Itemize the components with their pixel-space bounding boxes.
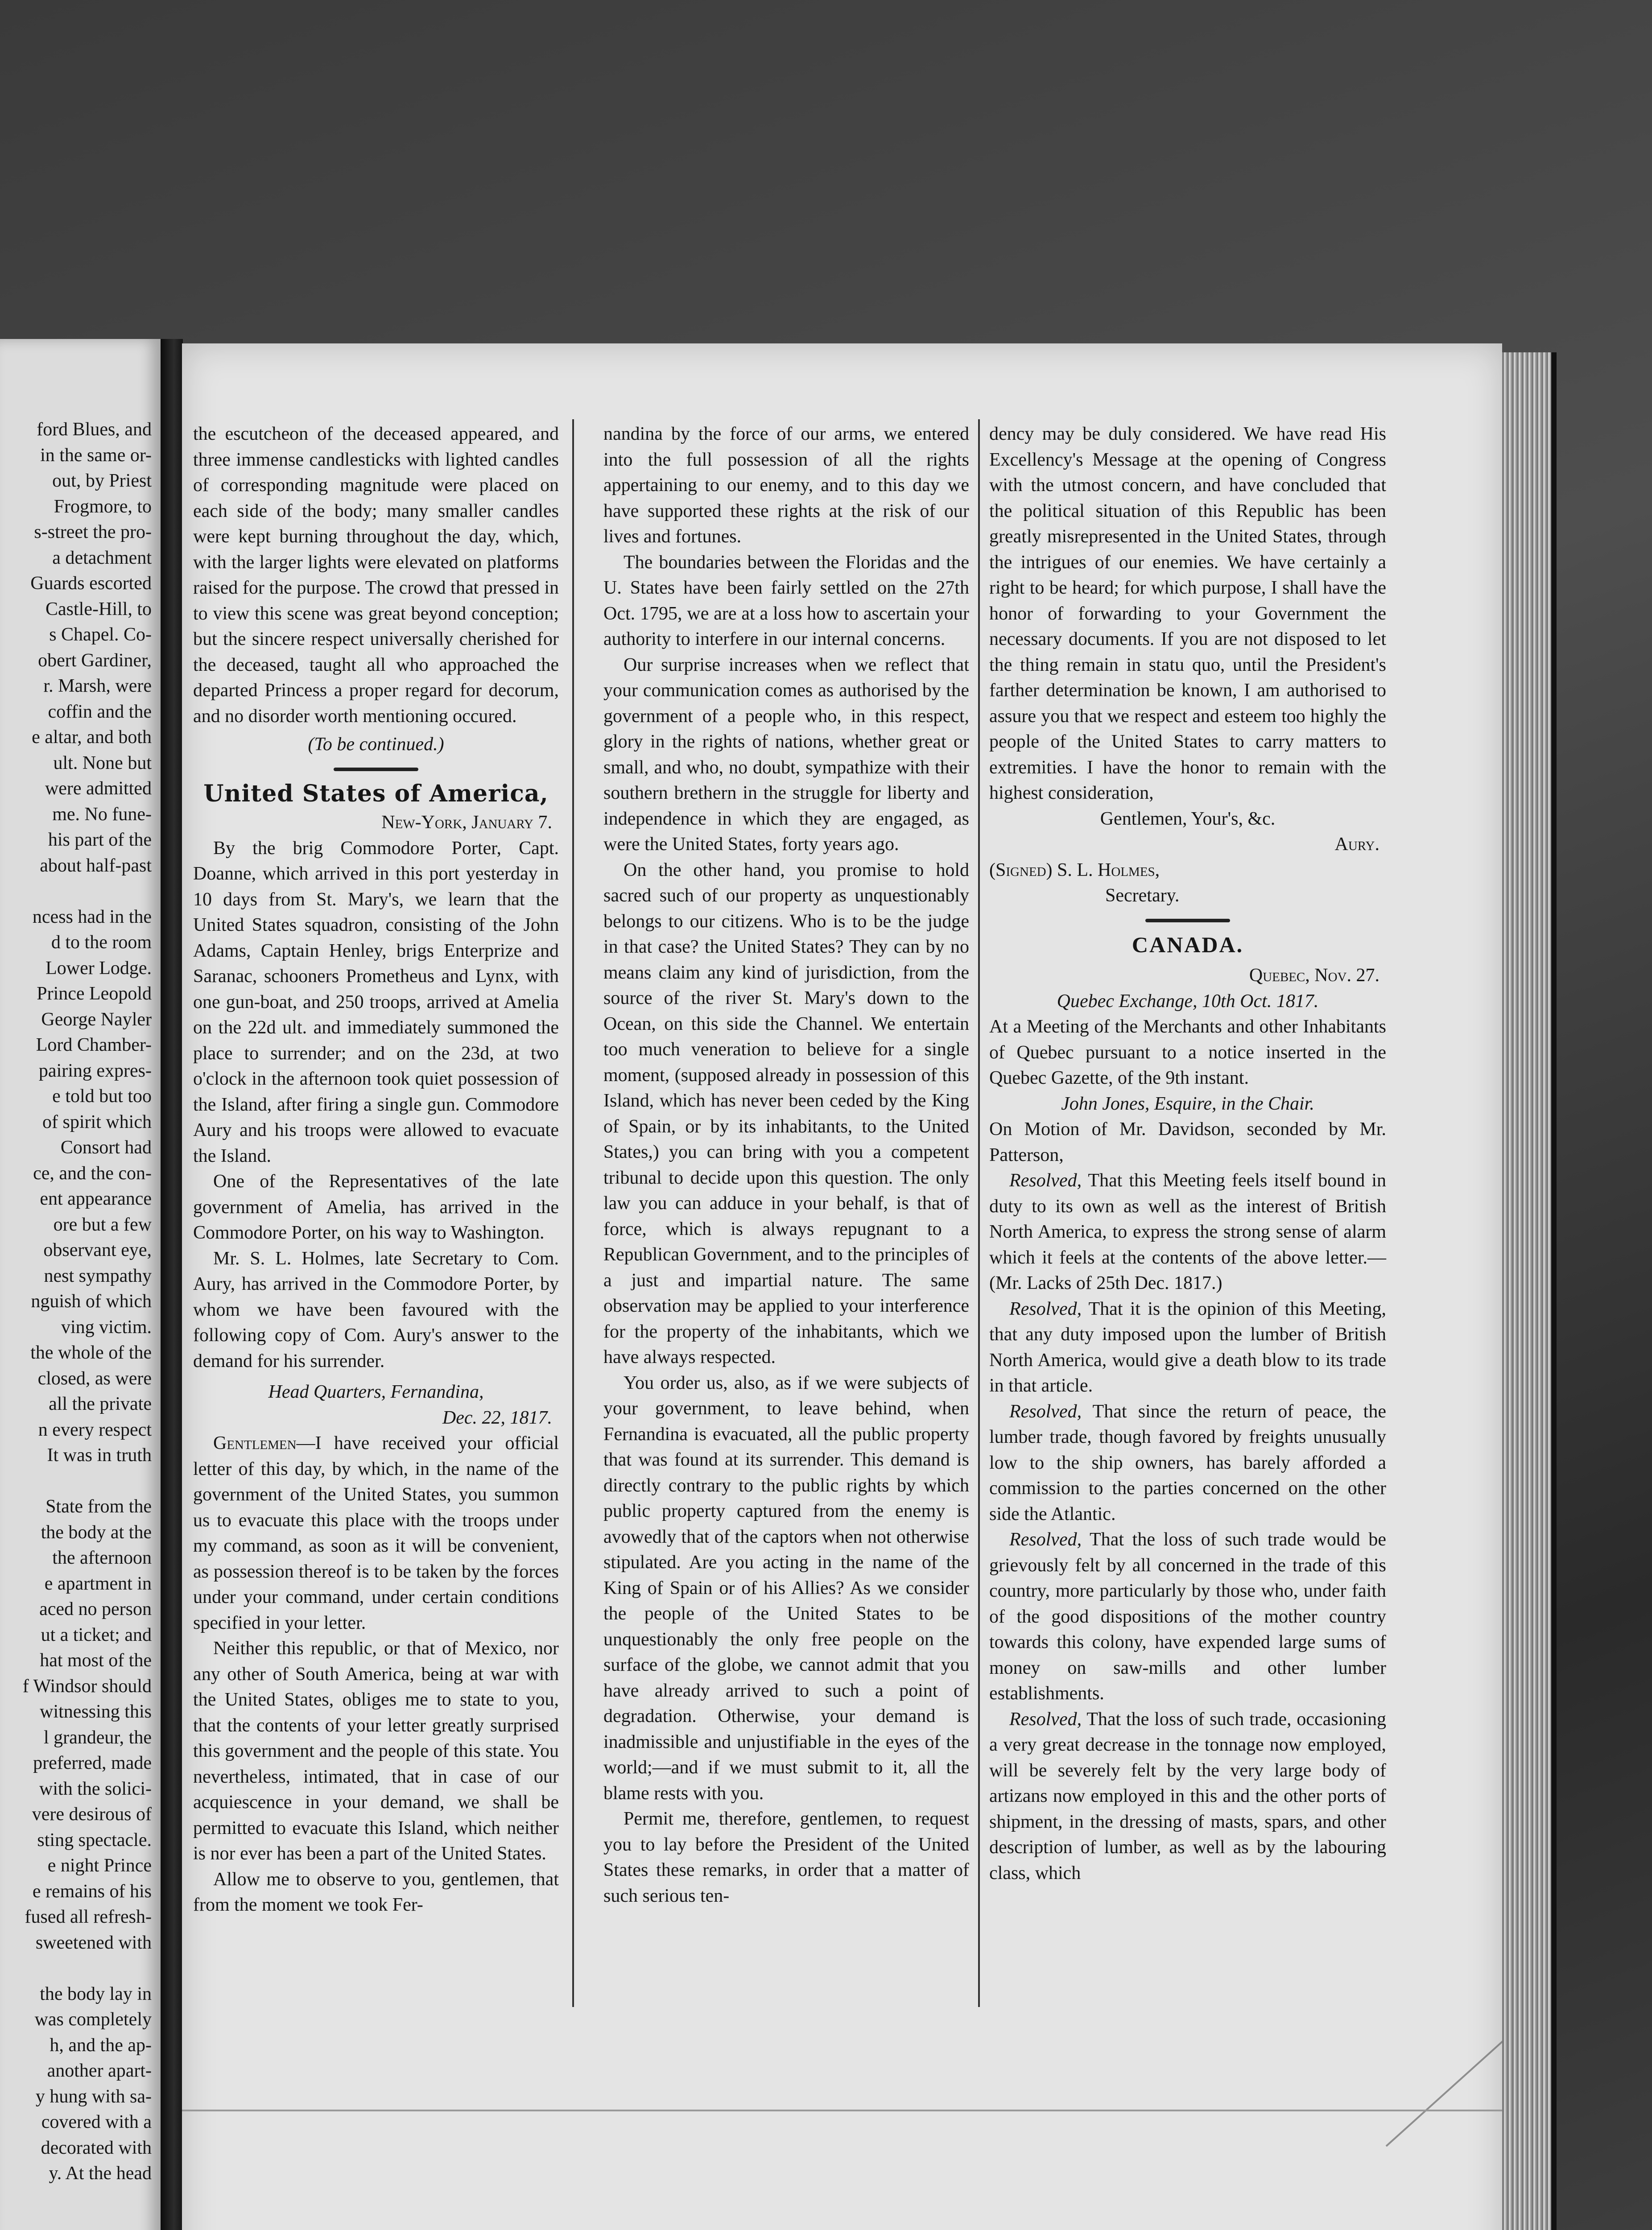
left-page-line: hat most of the bbox=[40, 1650, 152, 1671]
left-page-line: vere desirous of bbox=[32, 1804, 152, 1825]
letter-paragraph: nandina by the force of our arms, we entered into the full possession of all the rights appertaining to our enemy, and to this day we have supported these rights at the risk of our lives and fortunes. bbox=[603, 424, 969, 547]
left-page-line: witnessing this bbox=[40, 1701, 152, 1722]
quebec-exchange-heading: Quebec Exchange, 10th Oct. 1817. bbox=[1057, 991, 1319, 1012]
left-page-line: Guards escorted bbox=[30, 573, 152, 594]
left-page-line: coffin and the bbox=[48, 701, 152, 722]
letter-paragraph: You order us, also, as if we were subjects of your government, to leave behind, when Fernandina is evacuated, all the public property that was found at its surrender. This demand is directly contrary to the public rights by which public property captured from the enemy is avowedly that of the captors when not otherwise stipulated. Are you acting in the name of the King of Spain or of his Allies? As we consider the people of the United States to be unquestionably the only free people on the surface of the globe, we cannot admit that you have already arrived to such a point of degradation. Otherwise, your demand is inadmissible and unjustifiable in the eyes of the world;—and if we must submit to it, all the blame rests with you. bbox=[603, 1372, 969, 1804]
resolution bbox=[989, 1399, 1386, 1528]
left-page-line: a detachment bbox=[52, 547, 152, 568]
left-page-line: Castle-Hill, to bbox=[45, 599, 152, 619]
left-page-line: ving victim. bbox=[61, 1317, 152, 1338]
left-page-line: ult. None but bbox=[53, 752, 152, 773]
section-divider bbox=[334, 768, 418, 771]
meeting-notice: At a Meeting of the Merchants and other Inhabitants of Quebec pursuant to a notice inserted in the Quebec Gazette, of the 9th instant. bbox=[989, 1016, 1386, 1088]
column-3 bbox=[989, 421, 1386, 1886]
left-page-line: the body at the bbox=[41, 1522, 152, 1543]
letter-paragraph: Allow me to observe to you, gentlemen, that from the moment we took Fer- bbox=[193, 1869, 559, 1915]
left-page-line: sting spectacle. bbox=[37, 1829, 152, 1850]
resolution-text: That since the return of peace, the lumber trade, though favored by freights unusually low to the ship owners, has barely afforded a commission to the parties concerned on the other side the Atlantic. bbox=[989, 1401, 1386, 1524]
left-page-line: Frogmore, to bbox=[54, 496, 152, 517]
left-page-line: George Nayler bbox=[41, 1009, 152, 1030]
left-page-line: the whole of the bbox=[30, 1342, 152, 1363]
left-page-line: fused all refresh- bbox=[25, 1907, 152, 1927]
article-paragraph: Mr. S. L. Holmes, late Secretary to Com. Aury, has arrived in the Commodore Porter, by whom we have been favoured with the following copy of Com. Aury's answer to the demand for his surrender. bbox=[193, 1248, 559, 1371]
left-page-line: Consort had bbox=[60, 1137, 152, 1158]
left-page-line: with the solici- bbox=[39, 1778, 152, 1799]
left-page-line: decorated with bbox=[41, 2137, 152, 2158]
left-page-line bbox=[0, 879, 161, 904]
resolution bbox=[989, 1707, 1386, 1887]
left-page-line: me. No fune- bbox=[52, 804, 152, 825]
resolved-label: Resolved, bbox=[1009, 1170, 1082, 1191]
left-page-text-lines bbox=[0, 417, 161, 2187]
left-page-line: pairing expres- bbox=[38, 1060, 152, 1081]
left-page-line: covered with a bbox=[41, 2112, 152, 2132]
left-page-line: Lower Lodge. bbox=[45, 958, 152, 979]
left-page-line: of spirit which bbox=[42, 1111, 152, 1132]
resolution-text: That the loss of such trade, occasioning a very great decrease in the tonnage now employed, will be severely felt by the very large body of artizans now employed in this and the other ports of shipment, in the dressing of masts, spars, and other description of lumber, as well as by the labouring class, which bbox=[989, 1709, 1386, 1883]
left-page-line: y. At the head bbox=[49, 2163, 152, 2184]
article-paragraph: By the brig Commodore Porter, Capt. Doanne, which arrived in this port yesterday in 10 days from St. Mary's, we learn that the United States squadron, consisting of the John Adams, Captain Henley, brigs Enterprize and Saranac, schooners Prometheus and Lynx, with one gun-boat, and 250 troops, arrived at Amelia on the 22d ult. and immediately summoned the place to surrender; and on the 23d, at two o'clock in the afternoon took quiet possession of the Island, after firing a single gun. Commodore Aury and his troops were allowed to evacuate the Island. bbox=[193, 838, 559, 1166]
left-page-line: s Chapel. Co- bbox=[49, 624, 152, 645]
column-2 bbox=[603, 421, 969, 1909]
to-be-continued: (To be continued.) bbox=[308, 734, 444, 755]
resolved-label: Resolved, bbox=[1009, 1709, 1082, 1730]
left-page-line: r. Marsh, were bbox=[43, 676, 152, 696]
left-page-line: the afternoon bbox=[52, 1548, 152, 1568]
left-page-line: out, by Priest bbox=[52, 471, 152, 491]
resolution bbox=[989, 1168, 1386, 1297]
letter-date: Dec. 22, 1817. bbox=[442, 1407, 552, 1428]
book-page-edges bbox=[1502, 352, 1557, 2230]
column-1 bbox=[193, 421, 559, 1918]
left-page-line: about half-past bbox=[40, 855, 152, 876]
left-page-line: l grandeur, the bbox=[43, 1727, 152, 1748]
letter-paragraph: The boundaries between the Floridas and the U. States have been fairly settled on the 27th Oct. 1795, we are at a loss how to ascertain your authority to interfere in our internal concerns. bbox=[603, 552, 969, 649]
left-page-line: in the same or- bbox=[40, 445, 152, 466]
left-page-line: State from the bbox=[45, 1496, 152, 1517]
resolved-label: Resolved, bbox=[1009, 1298, 1082, 1319]
left-page-line: It was in truth bbox=[47, 1445, 152, 1466]
column-rule bbox=[978, 419, 980, 2007]
left-page-fragment bbox=[0, 339, 169, 2230]
resolution bbox=[989, 1297, 1386, 1399]
left-page-line: sweetened with bbox=[35, 1932, 152, 1953]
letter-paragraph bbox=[193, 1431, 559, 1636]
section-divider bbox=[1145, 919, 1230, 922]
section-heading-united-states: United States of America, bbox=[203, 780, 549, 807]
left-page-line: nest sympathy bbox=[44, 1265, 152, 1286]
resolution-text: That the loss of such trade would be grievously felt by all concerned in the trade of this country, more particularly by those who, under faith of the good dispositions of the mother country towards this colony, have expended large sums of money on saw-mills and other lumber establishments. bbox=[989, 1529, 1386, 1704]
letter-closing: Gentlemen, Your's, &c. bbox=[1100, 808, 1276, 829]
letter-paragraph: Neither this republic, or that of Mexico, nor any other of South America, being at war with the United States, obliges me to state to you, that the contents of your letter greatly surprised this government and the people of this state. You nevertheless, intimated, that in case of our acquiescence in your demand, we shall be permitted to evacuate this Island, which neither is nor ever has been a part of the United States. bbox=[193, 1638, 559, 1864]
dateline-quebec: Quebec, Nov. 27. bbox=[1249, 965, 1379, 986]
left-page-line: y hung with sa- bbox=[35, 2086, 152, 2107]
left-page-line: d to the room bbox=[51, 932, 152, 953]
left-page-line: closed, as were bbox=[37, 1368, 152, 1389]
left-page-line: ford Blues, and bbox=[37, 419, 152, 440]
left-page-line: n every respect bbox=[38, 1419, 152, 1440]
letter-body: —I have received your official letter of this day, by which, in the name of the government of the United States, you summon us to evacuate this place with the troops under my command, as soon as it will be convenient, as possession thereof is to be taken by the forces under your command, under certain conditions specified in your letter. bbox=[193, 1433, 559, 1633]
section-heading-canada: CANADA. bbox=[1132, 932, 1244, 957]
letter-salutation: Gentlemen bbox=[213, 1433, 297, 1454]
motion-line: On Motion of Mr. Davidson, seconded by Mr. Patterson, bbox=[989, 1119, 1386, 1165]
article-paragraph: One of the Representatives of the late government of Amelia, has arrived in the Commodore Porter, on his way to Washington. bbox=[193, 1171, 559, 1243]
left-page-line: h, and the ap- bbox=[50, 2035, 152, 2056]
chair-line: John Jones, Esquire, in the Chair. bbox=[1061, 1093, 1314, 1114]
left-page-line: Lord Chamber- bbox=[36, 1035, 152, 1055]
dateline-new-york: New-York, January 7. bbox=[381, 812, 552, 833]
left-page-line: ut a ticket; and bbox=[41, 1624, 152, 1645]
left-page-line: aced no person bbox=[39, 1599, 152, 1619]
left-page-line: observant eye, bbox=[43, 1240, 152, 1260]
secretary-title: Secretary. bbox=[1105, 885, 1180, 906]
letter-paragraph: Permit me, therefore, gentlemen, to request you to lay before the President of the United States these remarks, in order that a matter of such serious ten- bbox=[603, 1809, 969, 1906]
left-page-line: the body lay in bbox=[40, 1983, 152, 2004]
resolution bbox=[989, 1527, 1386, 1707]
letter-signature-aury: Aury. bbox=[1334, 834, 1379, 855]
left-page-line bbox=[0, 1469, 161, 1495]
left-page-line bbox=[0, 1956, 161, 1982]
left-page-line: f Windsor should bbox=[22, 1676, 152, 1697]
letter-paragraph: On the other hand, you promise to hold sacred such of our property as unquestionably belongs to our citizens. Who is to be the judge in that case? the United States? They can by no means claim any kind of jurisdiction, from the source of the river St. Mary's down to the Ocean, on this side the Channel. We entertain too much veneration to believe for a single moment, (supposed already in possession of this Island, which has never been ceded by the King of Spain, or by its inhabitants, to the United States,) you can bring with you a competent tribunal to decide upon this question. The only law you can adduce in your behalf, is that of force, which is always repugnant to a Republican Government, and to the principles of a just and impartial nature. The same observation may be applied to your interference for the property of the inhabitants, which we have always respected. bbox=[603, 859, 969, 1367]
left-page-line: obert Gardiner, bbox=[38, 650, 152, 671]
resolution-text: That this Meeting feels itself bound in duty to its own as well as the interest of British North America, to express the strong sense of alarm which it feels at the contents of the above letter.—(Mr. Lacks of 25th Dec. 1817.) bbox=[989, 1170, 1386, 1293]
left-page-line: e apartment in bbox=[44, 1573, 152, 1594]
left-page-line: e altar, and both bbox=[32, 727, 152, 747]
left-page-line: s-street the pro- bbox=[34, 522, 152, 542]
letter-heading-head-quarters: Head Quarters, Fernandina, bbox=[268, 1382, 484, 1402]
left-page-line: another apart- bbox=[47, 2061, 152, 2081]
left-page-line: e night Prince bbox=[47, 1855, 152, 1876]
left-page-line: ent appearance bbox=[40, 1189, 152, 1209]
letter-paragraph: dency may be duly considered. We have read His Excellency's Message at the opening of Congress with the utmost concern, and have concluded that the political situation of this Republic has been greatly misrepresented in the United States, through the intrigues of our enemies. We have certainly a right to be heard; for which purpose, I shall have the honor of forwarding to your Government the necessary documents. If you are not disposed to let the thing remain in statu quo, until the President's farther determination be known, I am authorised to assure you that we respect and esteem too highly the people of the United States to carry matters to extremities. I have the honor to remain with the highest consideration, bbox=[989, 424, 1386, 803]
letter-paragraph: Our surprise increases when we reflect that your communication comes as authorised by the government of a people who, in this respect, glory in the rights of nations, whether great or small, and who, no doubt, sympathize with their southern brethern in the struggle for liberty and independence in which they are engaged, as were the United States, forty years ago. bbox=[603, 654, 969, 855]
left-page-line: was completely bbox=[34, 2009, 152, 2030]
resolved-label: Resolved, bbox=[1009, 1529, 1082, 1550]
left-page-line: were admitted bbox=[45, 778, 152, 799]
signed-holmes: (Signed) S. L. Holmes, bbox=[989, 859, 1160, 880]
resolved-label: Resolved, bbox=[1009, 1401, 1082, 1422]
left-page-line: e told but too bbox=[52, 1086, 152, 1107]
left-page-line: ce, and the con- bbox=[33, 1163, 152, 1184]
left-page-line: preferred, made bbox=[33, 1753, 152, 1773]
newspaper-page bbox=[182, 343, 1502, 2230]
left-page-line: all the private bbox=[49, 1394, 152, 1414]
left-page-line: his part of the bbox=[48, 830, 152, 850]
left-page-line: ore but a few bbox=[53, 1214, 152, 1235]
paper-scratch-mark bbox=[1386, 1937, 1502, 2147]
book-gutter bbox=[161, 339, 183, 2230]
left-page-line: e remains of his bbox=[32, 1881, 152, 1902]
funeral-article-continuation: the escutcheon of the deceased appeared, and three immense candlesticks with lighted candles of corresponding magnitude were placed on each side of the body; many smaller candles were kept burning throughout the day, which, with the larger lights were elevated on platforms raised for the purpose. The crowd that pressed in to view this scene was great beyond conception; but the sincere respect universally cherished for the deceased, taught all who approached the departed Princess a proper regard for decorum, and no disorder worth mentioning occured. bbox=[193, 424, 559, 727]
left-page-line: ncess had in the bbox=[32, 906, 152, 927]
left-page-line: Prince Leopold bbox=[37, 983, 152, 1004]
resolution-text: That it is the opinion of this Meeting, that any duty imposed upon the lumber of British North America, would give a death blow to its trade in that article. bbox=[989, 1298, 1386, 1396]
column-rule bbox=[572, 419, 574, 2007]
left-page-line: nguish of which bbox=[31, 1291, 152, 1312]
